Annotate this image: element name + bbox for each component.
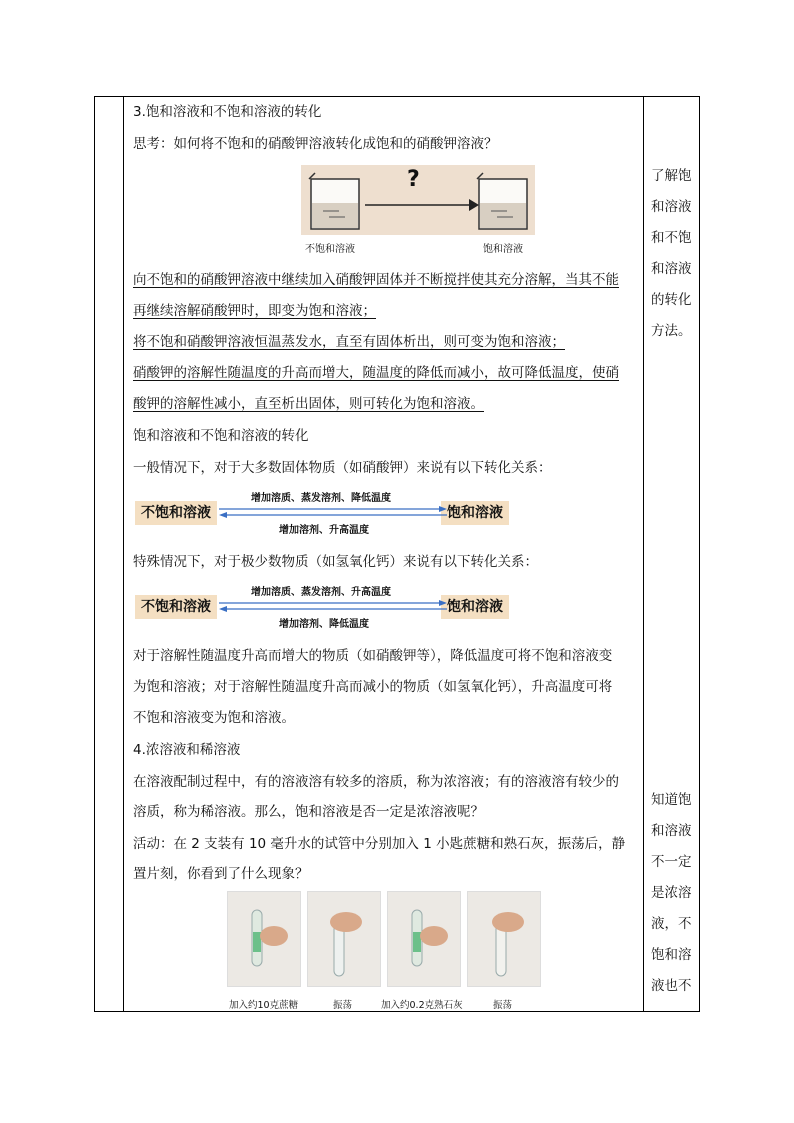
side-note-2-line-5: 液，不 — [651, 916, 692, 932]
photo-label-2: 振荡 — [333, 1000, 353, 1011]
label-saturated: 饱和溶液 — [483, 244, 523, 255]
photo-shake-2 — [467, 891, 541, 987]
photo-add-sugar — [227, 891, 301, 987]
diagram1-bottom-text: 增加溶剂、升高温度 — [279, 525, 369, 536]
section4-body-1: 在溶液配制过程中，有的溶液溶有较多的溶质，称为浓溶液；有的溶液溶有较少的 — [133, 774, 619, 790]
section4-body-2: 溶质，称为稀溶液。那么，饱和溶液是否一定是浓溶液呢？ — [133, 804, 484, 820]
side-note-2-line-4: 是浓溶 — [651, 885, 692, 901]
diagram2-left-box: 不饱和溶液 — [135, 595, 217, 619]
question-mark: ? — [407, 167, 420, 192]
diagram2-bottom-text: 增加溶剂、降低温度 — [279, 619, 369, 630]
lesson-table — [94, 96, 700, 1012]
column-divider-right — [643, 97, 644, 1011]
side-note-1-line-2: 和溶液 — [651, 199, 692, 215]
activity-line-1: 活动：在 2 支装有 10 毫升水的试管中分别加入 1 小匙蔗糖和熟石灰，振荡后，静 — [133, 836, 626, 852]
photo-shake-1 — [307, 891, 381, 987]
photo-label-4: 振荡 — [493, 1000, 513, 1011]
summary-line-2: 为饱和溶液；对于溶解性随温度升高而减小的物质（如氢氧化钙），升高温度可将 — [133, 679, 613, 695]
test-tube-icon — [228, 892, 300, 986]
diagram1-arrows — [219, 505, 449, 519]
answer-line-2: 再继续溶解硝酸钾时，即变为饱和溶液； — [133, 303, 376, 319]
side-note-1-line-4: 和溶液 — [651, 261, 692, 277]
diagram1-top-text: 增加溶质、蒸发溶剂、降低温度 — [251, 493, 391, 504]
photo-add-lime — [387, 891, 461, 987]
test-tube-icon — [308, 892, 380, 986]
diagram1-right-box: 饱和溶液 — [441, 501, 509, 525]
section4-heading: 4.浓溶液和稀溶液 — [133, 742, 241, 758]
side-note-1-line-1: 了解饱 — [651, 168, 692, 184]
side-note-2-line-2: 和溶液 — [651, 823, 692, 839]
beaker-left-icon — [309, 173, 359, 229]
diagram1-left-box: 不饱和溶液 — [135, 501, 217, 525]
summary-line-1: 对于溶解性随温度升高而增大的物质（如硝酸钾等），降低温度可将不饱和溶液变 — [133, 648, 613, 664]
summary-line-3: 不饱和溶液变为饱和溶液。 — [133, 710, 295, 726]
answer-line-5: 酸钾的溶解性减小，直至析出固体，则可转化为饱和溶液。 — [133, 396, 484, 412]
beaker-figure — [301, 165, 535, 255]
side-note-2-line-3: 不一定 — [651, 854, 692, 870]
side-note-2-line-6: 饱和溶 — [651, 947, 692, 963]
activity-line-2: 置片刻，你看到了什么现象？ — [133, 866, 309, 882]
answer-line-1: 向不饱和的硝酸钾溶液中继续加入硝酸钾固体并不断搅拌使其充分溶解，当其不能 — [133, 272, 619, 288]
label-unsaturated: 不饱和溶液 — [305, 244, 355, 255]
conversion-diagram-general — [135, 495, 515, 537]
beaker-right-icon — [477, 173, 527, 229]
column-divider-left — [123, 97, 124, 1011]
diagram2-top-text: 增加溶质、蒸发溶剂、升高温度 — [251, 587, 391, 598]
diagram2-right-box: 饱和溶液 — [441, 595, 509, 619]
conversion-diagram-special — [135, 589, 515, 631]
section3-heading: 3.饱和溶液和不饱和溶液的转化 — [133, 104, 322, 120]
special-intro: 特殊情况下，对于极少数物质（如氢氧化钙）来说有以下转化关系： — [133, 554, 538, 570]
side-note-2-line-7: 液也不 — [651, 978, 692, 994]
arrow-icon — [365, 199, 479, 211]
answer-line-4: 硝酸钾的溶解性随温度的升高而增大，随温度的降低而减小，故可降低温度，使硝 — [133, 365, 619, 381]
test-tube-icon — [388, 892, 460, 986]
side-note-1-line-5: 的转化 — [651, 292, 692, 308]
question-text: 思考：如何将不饱和的硝酸钾溶液转化成饱和的硝酸钾溶液？ — [133, 136, 498, 152]
conversion-subtitle: 饱和溶液和不饱和溶液的转化 — [133, 428, 309, 444]
photo-label-3: 加入约0.2克熟石灰 — [381, 1000, 463, 1011]
test-tube-icon — [468, 892, 540, 986]
side-note-1-line-3: 和不饱 — [651, 230, 692, 246]
general-intro: 一般情况下，对于大多数固体物质（如硝酸钾）来说有以下转化关系： — [133, 460, 552, 476]
side-note-1-line-6: 方法。 — [651, 323, 692, 339]
photo-label-1: 加入约10克蔗糖 — [229, 1000, 299, 1011]
side-note-2-line-1: 知道饱 — [651, 792, 692, 808]
answer-line-3: 将不饱和硝酸钾溶液恒温蒸发水，直至有固体析出，则可变为饱和溶液； — [133, 334, 565, 350]
diagram2-arrows — [219, 599, 449, 613]
